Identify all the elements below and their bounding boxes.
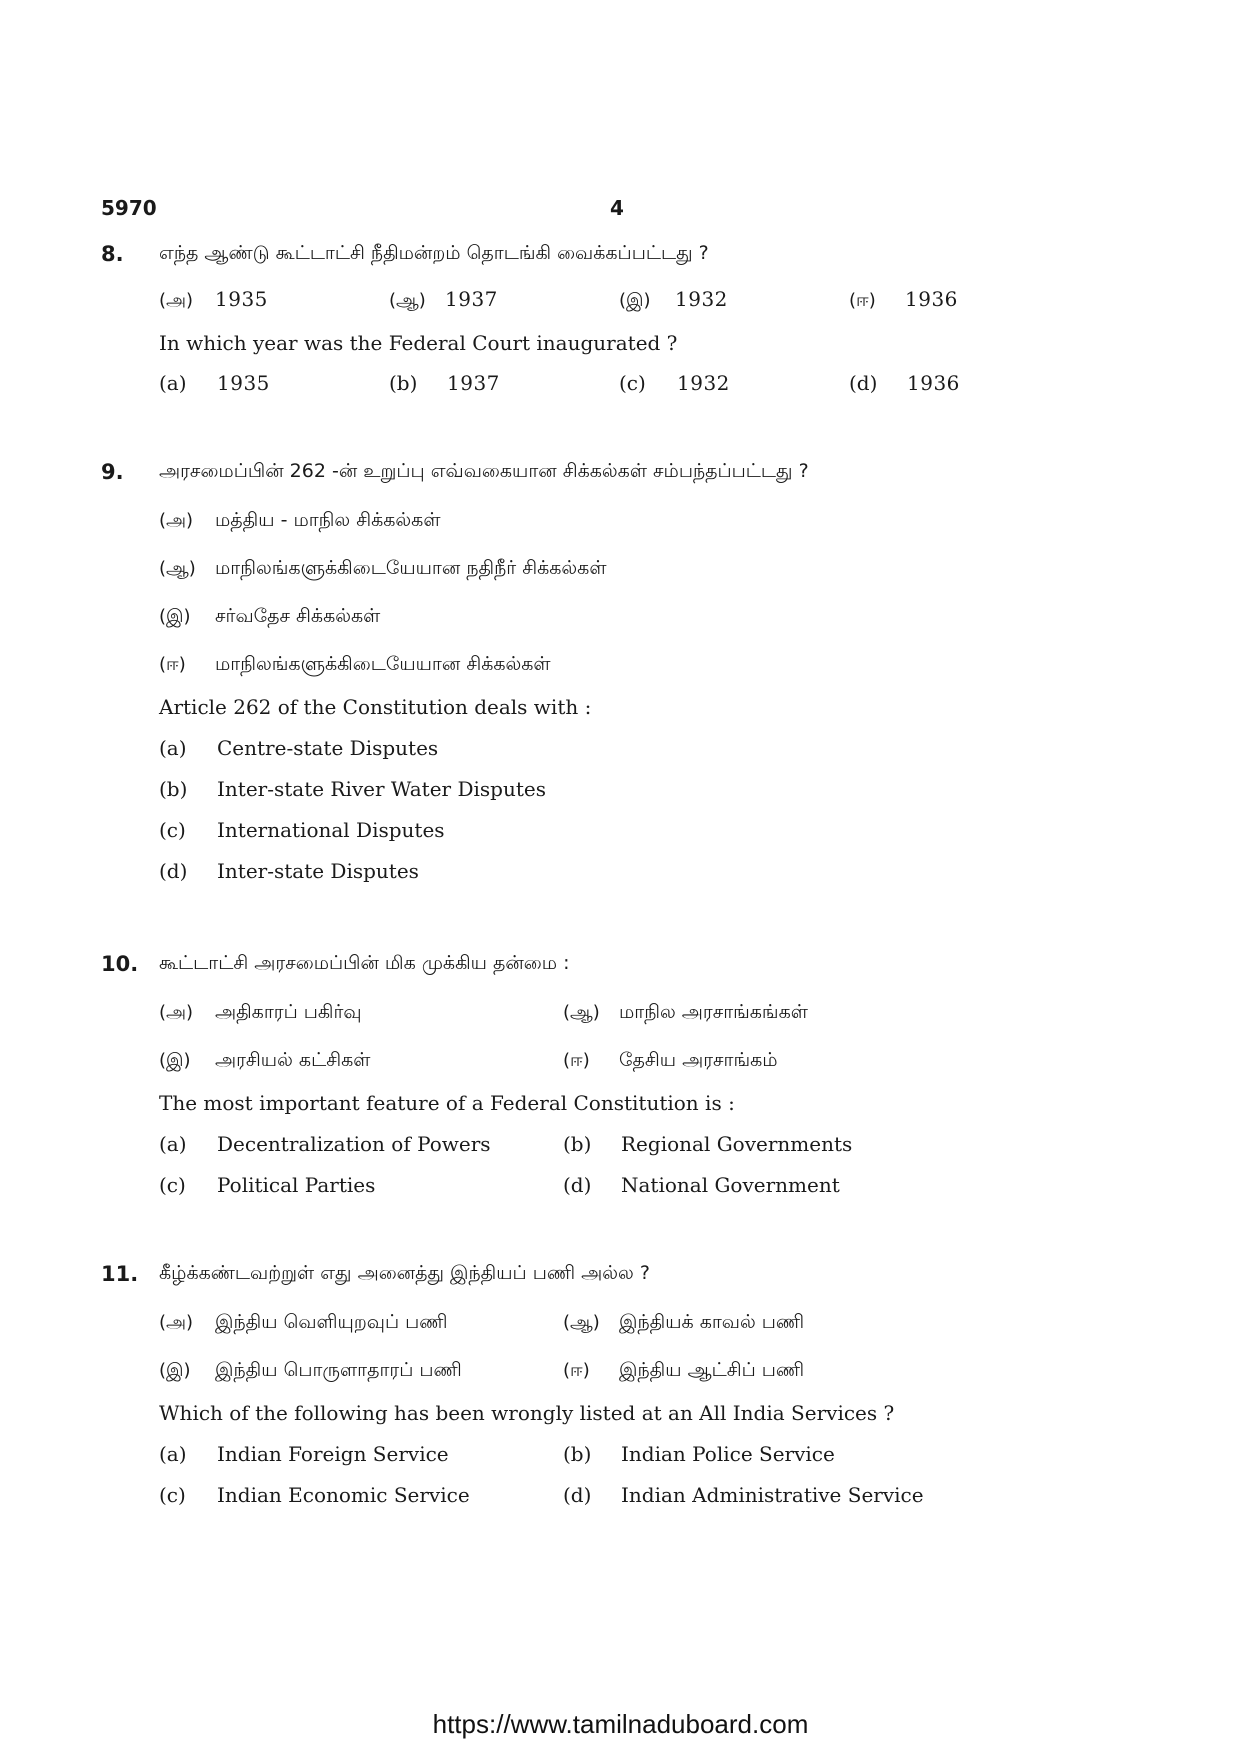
tamil-option-a: (அ) 1935 bbox=[159, 287, 268, 311]
question-number: 8. bbox=[101, 242, 124, 266]
english-option-c: (c) International Disputes bbox=[159, 818, 445, 842]
tamil-option-a: (அ) அதிகாரப் பகிர்வு bbox=[159, 1001, 362, 1023]
tamil-option-a: (அ) இந்திய வெளியுறவுப் பணி bbox=[159, 1311, 448, 1333]
english-option-d: (d) 1936 bbox=[849, 371, 960, 395]
tamil-option-b: (ஆ) 1937 bbox=[389, 287, 498, 311]
english-option-a: (a) Indian Foreign Service bbox=[159, 1442, 449, 1466]
question-english: Which of the following has been wrongly listed at an All India Services ? bbox=[159, 1401, 895, 1425]
question-number: 10. bbox=[101, 952, 139, 976]
tamil-option-b: (ஆ) மாநில அரசாங்கங்கள் bbox=[563, 1001, 808, 1023]
tamil-option-c: (இ) 1932 bbox=[619, 287, 728, 311]
english-option-a: (a) 1935 bbox=[159, 371, 270, 395]
english-option-b: (b) Inter-state River Water Disputes bbox=[159, 777, 546, 801]
english-option-c: (c) Indian Economic Service bbox=[159, 1483, 470, 1507]
question-english: In which year was the Federal Court inaugurated ? bbox=[159, 331, 678, 355]
question-number: 11. bbox=[101, 1262, 139, 1286]
english-option-b: (b) Regional Governments bbox=[563, 1132, 853, 1156]
tamil-option-b: (ஆ) மாநிலங்களுக்கிடையேயான நதிநீர் சிக்கல்கள் bbox=[159, 557, 607, 579]
english-option-d: (d) Inter-state Disputes bbox=[159, 859, 419, 883]
tamil-option-c: (இ) சர்வதேச சிக்கல்கள் bbox=[159, 605, 381, 627]
english-option-d: (d) Indian Administrative Service bbox=[563, 1483, 924, 1507]
tamil-option-a: (அ) மத்திய - மாநில சிக்கல்கள் bbox=[159, 509, 441, 531]
question-tamil: எந்த ஆண்டு கூட்டாட்சி நீதிமன்றம் தொடங்கி வைக்கப்பட்டது ? bbox=[159, 242, 709, 264]
tamil-option-b: (ஆ) இந்தியக் காவல் பணி bbox=[563, 1311, 805, 1333]
question-number: 9. bbox=[101, 460, 124, 484]
tamil-option-d: (ஈ) இந்திய ஆட்சிப் பணி bbox=[563, 1359, 805, 1381]
question-tamil: அரசமைப்பின் 262 -ன் உறுப்பு எவ்வகையான சிக்கல்கள் சம்பந்தப்பட்டது ? bbox=[159, 460, 809, 482]
tamil-option-d: (ஈ) தேசிய அரசாங்கம் bbox=[563, 1049, 778, 1071]
question-tamil: கூட்டாட்சி அரசமைப்பின் மிக முக்கிய தன்மை : bbox=[159, 952, 570, 974]
english-option-a: (a) Decentralization of Powers bbox=[159, 1132, 491, 1156]
question-english: The most important feature of a Federal Constitution is : bbox=[159, 1091, 735, 1115]
footer-url: https://www.tamilnaduboard.com bbox=[432, 1709, 809, 1739]
english-option-c: (c) Political Parties bbox=[159, 1173, 376, 1197]
english-option-c: (c) 1932 bbox=[619, 371, 730, 395]
page-number: 4 bbox=[610, 196, 624, 220]
paper-code: 5970 bbox=[101, 196, 157, 220]
english-option-d: (d) National Government bbox=[563, 1173, 840, 1197]
tamil-option-d: (ஈ) 1936 bbox=[849, 287, 958, 311]
tamil-option-c: (இ) அரசியல் கட்சிகள் bbox=[159, 1049, 371, 1071]
english-option-b: (b) 1937 bbox=[389, 371, 500, 395]
english-option-b: (b) Indian Police Service bbox=[563, 1442, 835, 1466]
tamil-option-c: (இ) இந்திய பொருளாதாரப் பணி bbox=[159, 1359, 462, 1381]
question-english: Article 262 of the Constitution deals with : bbox=[159, 695, 592, 719]
tamil-option-d: (ஈ) மாநிலங்களுக்கிடையேயான சிக்கல்கள் bbox=[159, 653, 551, 675]
english-option-a: (a) Centre-state Disputes bbox=[159, 736, 439, 760]
question-tamil: கீழ்க்கண்டவற்றுள் எது அனைத்து இந்தியப் பணி அல்ல ? bbox=[159, 1262, 650, 1284]
